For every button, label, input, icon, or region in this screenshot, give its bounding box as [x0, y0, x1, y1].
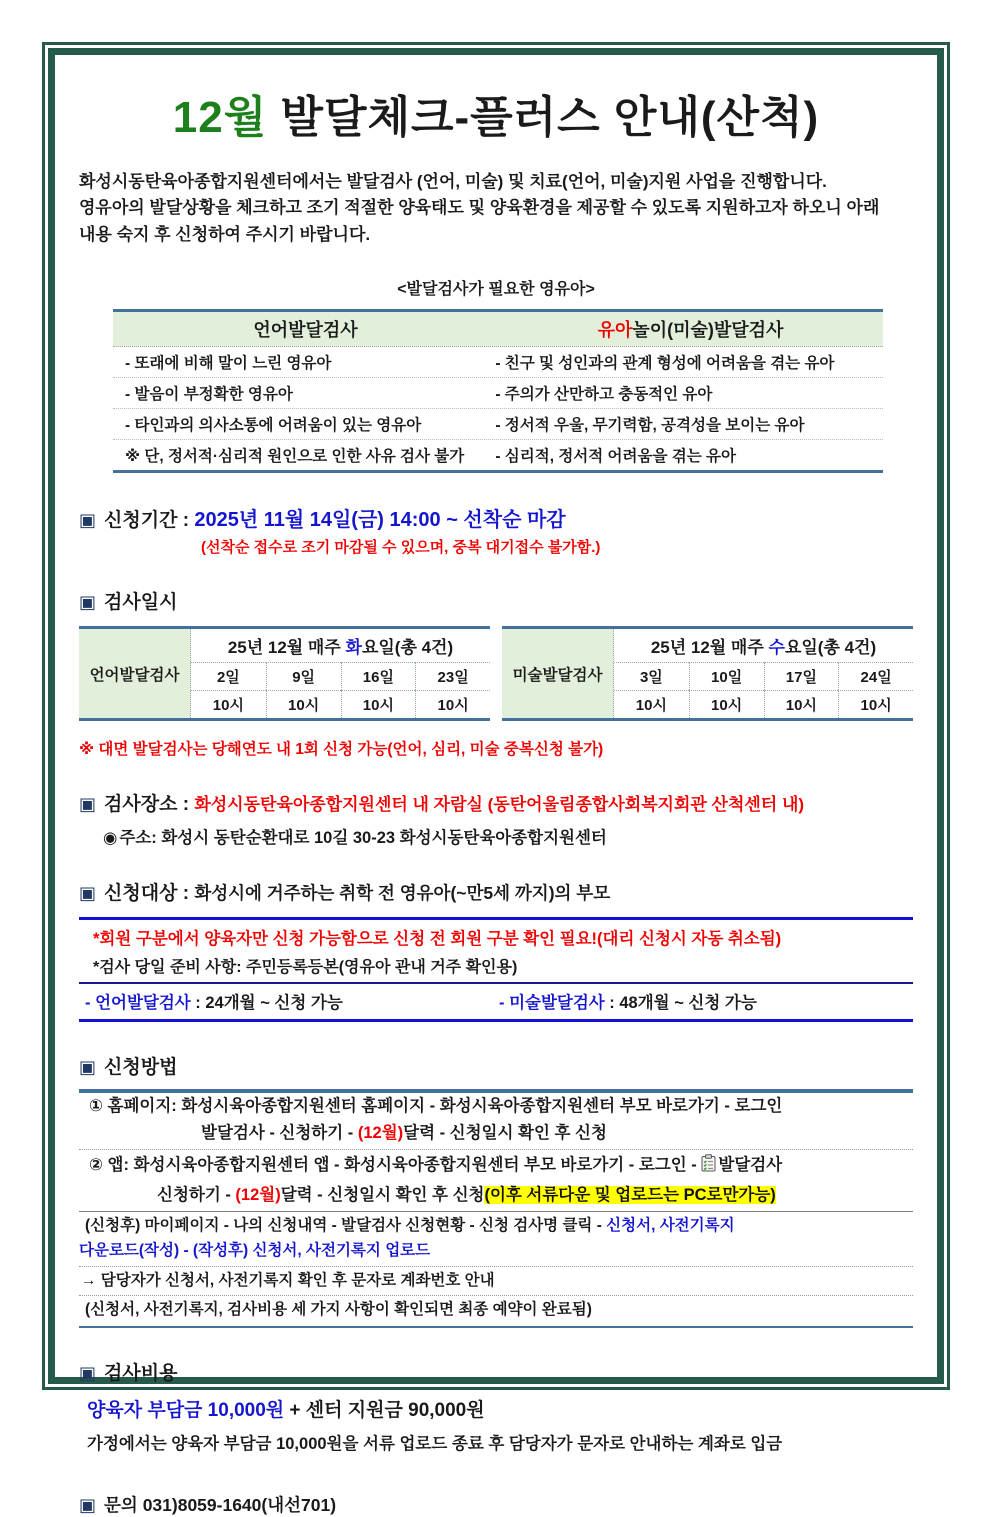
- method-month-red: (12월): [235, 1185, 281, 1204]
- square-bullet-icon: ▣: [79, 883, 97, 904]
- cost-parent-amount: 양육자 부담금 10,000원: [87, 1400, 285, 1422]
- schedule-time-cell: 10시: [614, 690, 689, 718]
- schedule-title-pre: 25년 12월 매주: [650, 638, 769, 658]
- method-step1-line2-post: 달력 - 신청일시 확인 후 신청: [403, 1124, 607, 1143]
- needs-cell: - 심리적, 정서적 어려움을 겪는 유아: [495, 448, 736, 466]
- intro-paragraph: [79, 169, 913, 248]
- needs-cell: - 주의가 산만하고 충동적인 유아: [495, 386, 713, 404]
- method-after-line3: → 담당자가 신청서, 사전기록지 확인 후 문자로 계좌번호 안내: [81, 1271, 495, 1289]
- art-age-item: [499, 989, 913, 1013]
- cost-center-amount: + 센터 지원금 90,000원: [284, 1400, 485, 1422]
- needs-cell: - 친구 및 성인과의 관계 형성에 어려움을 겪는 유아: [495, 355, 835, 373]
- target-age-row: [79, 984, 913, 1019]
- schedule-day-cell: 10일: [689, 662, 764, 690]
- period-heading: 신청기간: [104, 510, 178, 532]
- page-border-inner: [48, 48, 944, 1516]
- schedule-day-cell: 16일: [341, 662, 416, 690]
- table-row: [113, 347, 883, 378]
- schedule-title-pre: 25년 12월 매주: [227, 638, 346, 658]
- needs-cell: - 타인과의 의사소통에 어려움이 있는 영유아: [125, 417, 422, 435]
- art-schedule-table: [502, 626, 913, 721]
- gray-separator: [79, 1211, 913, 1212]
- schedule-day-cell: 9일: [266, 662, 341, 690]
- dotted-separator: [79, 1295, 913, 1296]
- section-schedule: [79, 587, 913, 614]
- schedule-day-cell: 23일: [415, 662, 490, 690]
- needs-cell: - 또래에 비해 말이 느린 영유아: [125, 355, 332, 373]
- schedule-day-cell: 2일: [191, 662, 266, 690]
- dotted-separator: [79, 1149, 913, 1150]
- method-after-line2: 다운로드(작성) - (작성후) 신청서, 사전기록지 업로드: [79, 1241, 431, 1259]
- target-detail-box: [79, 917, 913, 1022]
- schedule-title: [191, 629, 490, 662]
- schedule-time-cell: 10시: [689, 690, 764, 718]
- square-bullet-icon: ▣: [79, 794, 97, 815]
- target-heading: 신청대상: [104, 883, 178, 905]
- intro-line-2: 영유아의 발달상황을 체크하고 조기 적절한 양육태도 및 양육환경을 제공할 수 있도록 지원하고자 하오니 아래: [79, 198, 880, 218]
- method-step2-line1-post: 발달검사: [718, 1156, 783, 1175]
- schedule-day-cell: 3일: [614, 662, 689, 690]
- target-preparation: *검사 당일 준비 사항: 주민등록등본(영유아 관내 거주 확인용): [79, 951, 913, 984]
- schedule-title-day: 수: [768, 638, 785, 658]
- title-rest: 발달체크-플러스 안내(산척): [267, 93, 820, 142]
- method-after-line1: [79, 1214, 913, 1239]
- schedule-time-cell: 10시: [764, 690, 839, 718]
- square-bullet-icon: ▣: [79, 1495, 97, 1516]
- schedule-note: ※ 대면 발달검사는 당해연도 내 1회 신청 가능(언어, 심리, 미술 중복신청 불가): [79, 741, 604, 759]
- schedule-title-post: 요일(총 4건): [784, 638, 877, 658]
- square-bullet-icon: ▣: [79, 510, 97, 531]
- square-bullet-icon: ▣: [79, 1057, 97, 1078]
- location-address-text: 주소: 화성시 동탄순환대로 10길 30-23 화성시동탄육아종합지원센터: [119, 829, 607, 848]
- period-sep: :: [177, 510, 195, 532]
- needs-col1-header: 언어발달검사: [253, 320, 358, 341]
- method-step2-line1-pre: ② 앱: 화성시육아종합지원센터 앱 - 화성시육아종합지원센터 부모 바로가기 - 로그인 -: [89, 1156, 702, 1175]
- title-month: 12월: [172, 93, 268, 142]
- schedule-title: [614, 629, 913, 662]
- schedule-heading: 검사일시: [104, 592, 178, 614]
- method-step2-line2-mid: 달력 - 신청일시 확인 후 신청: [280, 1185, 485, 1204]
- location-address: [103, 824, 913, 848]
- method-highlight: (이후 서류다운 및 업로드는 PC로만가능): [484, 1185, 776, 1204]
- method-step2-line2-pre: 신청하기 -: [157, 1185, 236, 1204]
- cost-summary: [79, 1395, 913, 1422]
- method-step1-line2-pre: 발달검사 - 신청하기 -: [201, 1124, 358, 1143]
- language-schedule-table: [79, 626, 490, 721]
- cost-heading: 검사비용: [104, 1363, 178, 1385]
- schedule-time-cell: 10시: [341, 690, 416, 718]
- method-step1-line2: [79, 1120, 913, 1147]
- checklist-icon: [701, 1154, 716, 1181]
- needs-col2-header-rest: 놀이(미술)발달검사: [632, 320, 784, 341]
- contact-text: 문의 031)8059-1640(내선701): [104, 1495, 337, 1516]
- target-value: 화성시에 거주하는 취학 전 영유아(~만5세 까지)의 부모: [194, 883, 611, 904]
- dotted-separator: [79, 1266, 913, 1267]
- art-age-value: : 48개월 ~ 신청 가능: [604, 994, 757, 1013]
- language-age-value: : 24개월 ~ 신청 가능: [190, 994, 343, 1013]
- schedule-tables: [79, 626, 913, 721]
- method-bottom-rule: [79, 1326, 913, 1328]
- needs-cell: ※ 단, 정서적·심리적 원인으로 인한 사유 검사 불가: [125, 448, 465, 466]
- cost-detail: 가정에서는 양육자 부담금 10,000원을 서류 업로드 종료 후 담당자가 문자로 안내하는 계좌로 입금: [87, 1435, 783, 1454]
- schedule-time-cell: 10시: [266, 690, 341, 718]
- method-after-line1-pre: (신청후) 마이페이지 - 나의 신청내역 - 발달검사 신청현황 - 신청 검사명 클릭 -: [85, 1216, 607, 1234]
- table-row: [113, 378, 883, 409]
- section-period: [79, 503, 913, 532]
- target-sep: :: [177, 883, 195, 905]
- needs-table-header: [113, 312, 883, 347]
- target-warning: *회원 구분에서 양육자만 신청 가능함으로 신청 전 회원 구분 확인 필요!(대리 신청시 자동 취소됨): [93, 930, 782, 949]
- page-title: [79, 81, 913, 145]
- needs-col2-header: [498, 312, 883, 346]
- schedule-day-cell: 24일: [838, 662, 913, 690]
- intro-line-1: 화성시동탄육아종합지원센터에서는 발달검사 (언어, 미술) 및 치료(언어, 미술)지원 사업을 진행합니다.: [79, 172, 827, 191]
- schedule-title-day: 화: [345, 638, 362, 658]
- method-month-red: (12월): [357, 1124, 404, 1143]
- method-step1-line1: ① 홈페이지: 화성시육아종합지원센터 홈페이지 - 화성시육아종합지원센터 부모 바로가기 - 로그인: [89, 1097, 783, 1116]
- schedule-label: 언어발달검사: [79, 629, 191, 718]
- section-target: [79, 878, 913, 905]
- section-method: [79, 1052, 913, 1079]
- location-value: 화성시동탄육아종합지원센터 내 자람실 (동탄어울림종합사회복지회관 산척센터 내): [194, 795, 805, 815]
- language-age-item: [85, 989, 499, 1013]
- table-row: [113, 409, 883, 440]
- schedule-time-cell: 10시: [415, 690, 490, 718]
- method-after-line1-blue: 신청서, 사전기록지: [606, 1216, 735, 1234]
- schedule-label: 미술발달검사: [502, 629, 614, 718]
- schedule-time-cell: 10시: [838, 690, 913, 718]
- location-sep: :: [177, 794, 195, 816]
- section-location: [79, 789, 913, 816]
- period-note: (선착순 접수로 조기 마감될 수 있으며, 중복 대기접수 불가함.): [201, 539, 601, 557]
- section-contact: [79, 1492, 913, 1517]
- needs-table: [113, 309, 883, 473]
- location-heading: 검사장소: [104, 794, 178, 816]
- target-dot-icon: ◉: [103, 829, 118, 848]
- period-value: 2025년 11월 14일(금) 14:00 ~ 선착순 마감: [194, 509, 566, 532]
- schedule-time-cell: 10시: [191, 690, 266, 718]
- method-heading: 신청방법: [104, 1057, 178, 1079]
- needs-cell: - 발음이 부정확한 영유아: [125, 386, 293, 404]
- method-step2-line1: [79, 1152, 913, 1181]
- needs-col2-header-red: 유아: [597, 320, 633, 341]
- table-row: [113, 440, 883, 470]
- schedule-day-cell: 17일: [764, 662, 839, 690]
- needs-cell: - 정서적 우울, 무기력함, 공격성을 보이는 유아: [495, 417, 805, 435]
- intro-line-3: 내용 숙지 후 신청하여 주시기 바랍니다.: [79, 224, 371, 244]
- page-border-outer: [42, 42, 950, 1516]
- square-bullet-icon: ▣: [79, 1363, 97, 1384]
- section-cost: [79, 1358, 913, 1385]
- language-age-label: - 언어발달검사: [85, 994, 191, 1013]
- method-after-line4: (신청서, 사전기록지, 검사비용 세 가지 사항이 확인되면 최종 예약이 완료됨): [85, 1301, 592, 1319]
- square-bullet-icon: ▣: [79, 592, 97, 613]
- needs-table-caption: <발달검사가 필요한 영유아>: [397, 281, 595, 299]
- method-step2-line2: [79, 1182, 913, 1209]
- art-age-label: - 미술발달검사: [499, 994, 605, 1013]
- schedule-title-post: 요일(총 4건): [361, 638, 454, 658]
